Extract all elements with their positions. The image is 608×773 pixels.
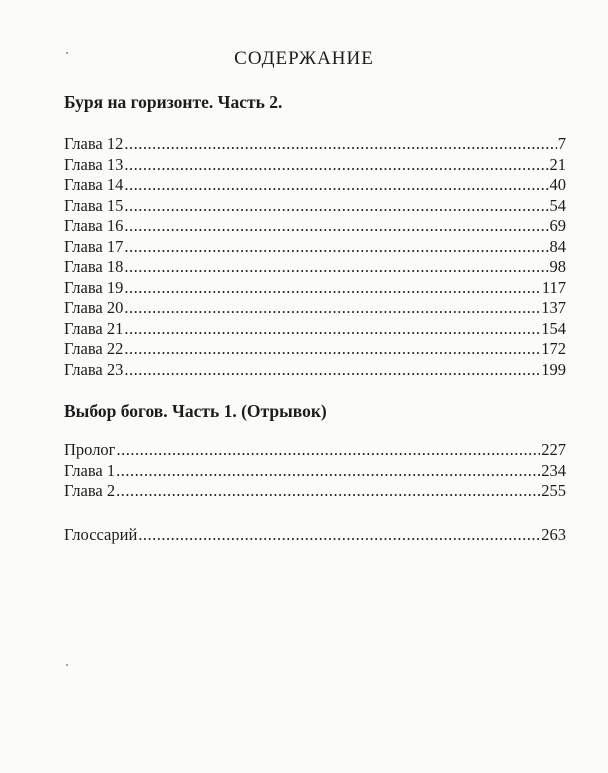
entry-page: 137 <box>541 298 566 317</box>
entry-page: 234 <box>541 460 566 480</box>
entry-label: Глава 23 <box>64 359 124 379</box>
entry-page: 40 <box>549 175 566 194</box>
toc-entry-glossary[interactable] <box>64 525 566 546</box>
toc-entry[interactable] <box>64 298 566 319</box>
toc-glossary <box>64 525 566 546</box>
section-heading-2: Выбор богов. Часть 1. (Отрывок) <box>64 401 327 421</box>
dot-leader <box>124 339 540 360</box>
toc-entry[interactable] <box>64 155 566 176</box>
entry-page: 263 <box>541 525 566 544</box>
toc-entry[interactable] <box>64 257 566 278</box>
dot-leader <box>124 155 548 176</box>
dot-leader <box>138 525 540 546</box>
entry-label: Глоссарий <box>64 525 138 544</box>
toc-entry[interactable] <box>64 175 566 196</box>
entry-page: 7 <box>557 134 566 153</box>
toc-section-1 <box>64 134 566 380</box>
entry-label: Пролог <box>64 440 116 459</box>
entry-label: Глава 14 <box>64 175 124 194</box>
dot-leader <box>124 278 540 299</box>
entry-label: Глава 19 <box>64 277 124 297</box>
dot-leader <box>124 196 548 217</box>
entry-label: Глава 1 <box>64 460 116 480</box>
entry-label: Глава 13 <box>64 154 124 174</box>
entry-page: 255 <box>541 481 566 500</box>
toc-entry[interactable] <box>64 461 566 482</box>
entry-label: Глава 20 <box>64 298 124 317</box>
entry-page: 84 <box>549 236 566 256</box>
entry-page: 172 <box>541 339 566 358</box>
dot-leader <box>124 257 548 278</box>
toc-entry[interactable] <box>64 360 566 381</box>
dot-leader <box>124 216 548 237</box>
page-speck <box>66 664 68 666</box>
dot-leader <box>116 481 540 502</box>
dot-leader <box>124 175 548 196</box>
dot-leader <box>124 134 556 155</box>
entry-label: Глава 16 <box>64 216 124 235</box>
toc-entry[interactable] <box>64 237 566 258</box>
entry-page: 227 <box>541 440 566 459</box>
entry-page: 154 <box>541 318 566 338</box>
toc-entry[interactable] <box>64 319 566 340</box>
entry-page: 199 <box>541 359 566 379</box>
toc-entry[interactable] <box>64 216 566 237</box>
toc-entry[interactable] <box>64 440 566 461</box>
section-heading-1: Буря на горизонте. Часть 2. <box>64 92 283 112</box>
entry-page: 117 <box>541 277 566 297</box>
dot-leader <box>116 440 540 461</box>
toc-title: СОДЕРЖАНИЕ <box>234 48 374 69</box>
entry-label: Глава 17 <box>64 236 124 256</box>
toc-entry[interactable] <box>64 481 566 502</box>
dot-leader <box>124 298 540 319</box>
dot-leader <box>124 237 548 258</box>
entry-label: Глава 22 <box>64 339 124 358</box>
entry-page: 21 <box>549 154 566 174</box>
entry-page: 54 <box>549 195 566 215</box>
entry-label: Глава 18 <box>64 257 124 276</box>
entry-label: Глава 21 <box>64 318 124 338</box>
dot-leader <box>124 319 540 340</box>
entry-label: Глава 15 <box>64 195 124 215</box>
toc-entry[interactable] <box>64 134 566 155</box>
toc-entry[interactable] <box>64 196 566 217</box>
toc-section-2 <box>64 440 566 502</box>
toc-entry[interactable] <box>64 278 566 299</box>
entry-label: Глава 12 <box>64 134 124 153</box>
entry-page: 69 <box>549 216 566 235</box>
dot-leader <box>116 461 540 482</box>
toc-entry[interactable] <box>64 339 566 360</box>
entry-label: Глава 2 <box>64 481 116 500</box>
entry-page: 98 <box>549 257 566 276</box>
dot-leader <box>124 360 540 381</box>
